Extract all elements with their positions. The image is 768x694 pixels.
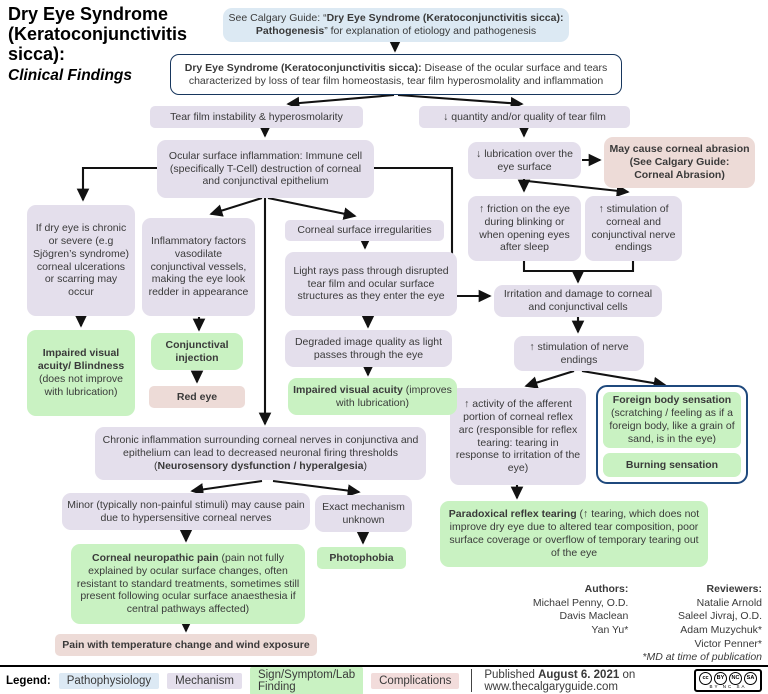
node-pain-temperature-wind (55, 634, 317, 656)
cc-license-icons (699, 672, 757, 685)
node-photophobia (317, 547, 406, 569)
node-conjunctival-injection (151, 333, 243, 370)
node-text: Paradoxical reflex tearing (↑ tearing, which does not improve dry eye due to altered tear composition, poor surface coverage or overflow of temporary tearing out of the eye (448, 508, 700, 559)
node-text: Minor (typically non-painful stimuli) may cause pain due to hypersensitive corneal nerves (67, 498, 305, 524)
node-text: Burning sensation (625, 458, 719, 471)
node-decreased-tear-quantity (419, 106, 630, 128)
credits-authors (533, 583, 629, 665)
cc-icon: cc (699, 672, 712, 685)
node-text: See Calgary Guide: “Dry Eye Syndrome (Keratoconjunctivitis sicca): Pathogenesis” for explanation of etiology and pathogenesis (228, 12, 564, 37)
reviewers-label: Reviewers: (706, 583, 762, 595)
node-stimulation-of-nerve-endings (514, 336, 644, 371)
node-corneal-surface-irregularities (285, 220, 444, 241)
node-text: Ocular surface inflammation: Immune cell (specifically T-Cell) destruction of corneal and conjunctival epithelium (168, 149, 363, 188)
node-text: Corneal neuropathic pain (pain not fully explained by ocular surface changes, often resistant to standard treatments, sometimes still present following ocular surface anaesthesia if central pathways affected) (76, 552, 300, 616)
reviewer-name: Victor Penner* (694, 637, 762, 650)
node-text: Dry Eye Syndrome (Keratoconjunctivitis sicca): Disease of the ocular surface and tears characterized by loss of tear film homeostasis, tear film hyperosmolality and inflammation (184, 61, 608, 87)
author-name: Davis Maclean (559, 610, 629, 623)
reviewer-name: Adam Muzychuk* (680, 623, 762, 636)
node-irritation-damage-cells (494, 285, 662, 317)
author-name: Michael Penny, O.D. (532, 596, 629, 609)
sensation-group (596, 385, 748, 484)
node-afferent-reflex-arc (450, 388, 586, 485)
legend-item-mechanism: Mechanism (167, 673, 242, 689)
node-text: Impaired visual acuity (improves with lubrication) (293, 383, 452, 409)
node-text: ↓ quantity and/or quality of tear film (443, 110, 606, 123)
legend-item-pathophysiology: Pathophysiology (59, 673, 159, 689)
node-chronic-severe-dry-eye (27, 205, 135, 316)
node-degraded-image-quality (285, 330, 452, 367)
legend-bar (0, 665, 768, 694)
node-text: Tear film instability & hyperosmolarity (170, 110, 343, 123)
node-see-calgary-guide (223, 8, 569, 42)
node-text: Red eye (176, 390, 218, 403)
node-light-rays-disrupted (285, 252, 457, 316)
credits (533, 583, 762, 665)
node-decreased-lubrication (468, 142, 581, 179)
node-text: Inflammatory factors vasodilate conjunctival vessels, making the eye look redder in appearance (148, 235, 249, 299)
cc-nc-icon: NC (729, 672, 742, 685)
node-red-eye (149, 386, 245, 408)
node-text: Foreign body sensation (scratching / feeling as if a foreign body, like a grain of sand, is in the eye) (609, 394, 735, 445)
node-text: Light rays pass through disrupted tear film and ocular surface structures as they enter the eye (293, 264, 449, 303)
published-text: Published August 6. 2021 on www.thecalgaryguide.com (484, 668, 636, 693)
node-text: ↑ activity of the afferent portion of corneal reflex arc (responsible for reflex tearing: tearing in response to irritation of the eye) (455, 398, 581, 475)
node-text: If dry eye is chronic or severe (e.g Sjögren’s syndrome) corneal ulcerations or scarring may occur (32, 222, 130, 299)
node-text: Exact mechanism unknown (322, 500, 405, 526)
page-title-subtitle: Clinical Findings (8, 67, 133, 85)
node-chronic-inflammation-thresholds (95, 427, 426, 480)
node-text: ↑ friction on the eye during blinking or when opening eyes after sleep (478, 202, 571, 254)
authors-label: Authors: (584, 583, 629, 595)
node-text: Irritation and damage to corneal and conjunctival cells (503, 288, 653, 313)
node-stimulation-nerve-endings-corneal (585, 196, 682, 261)
node-text: Pain with temperature change and wind exposure (62, 638, 310, 651)
node-friction-on-eye (468, 196, 581, 261)
node-text: Photophobia (329, 551, 394, 564)
node-exact-mechanism-unknown (315, 495, 412, 532)
node-corneal-abrasion (604, 137, 755, 188)
legend-item-sign-symptom: Sign/Symptom/Lab Finding (250, 667, 363, 694)
credits-reviewers (642, 583, 762, 665)
author-name: Yan Yu* (591, 623, 629, 636)
node-text: ↓ lubrication over the eye surface (476, 147, 573, 173)
node-foreign-body-sensation (603, 392, 741, 448)
node-text: Degraded image quality as light passes through the eye (294, 335, 443, 361)
node-text: Conjunctival injection (165, 338, 229, 364)
node-text: ↑ stimulation of nerve endings (529, 340, 629, 366)
node-text: Corneal surface irregularities (297, 224, 432, 237)
cc-license-text: BY NC SA (709, 683, 747, 689)
cc-sa-icon: SA (744, 672, 757, 685)
md-footnote: *MD at time of publication (642, 651, 762, 664)
node-minor-stimuli-pain (62, 493, 310, 530)
divider (471, 669, 472, 692)
node-burning-sensation (603, 453, 741, 477)
node-impaired-acuity-blindness (27, 330, 135, 416)
node-tear-film-instability (150, 106, 363, 128)
legend-item-complications: Complications (371, 673, 459, 689)
reviewer-name: Natalie Arnold (696, 596, 762, 609)
node-corneal-neuropathic-pain (71, 544, 305, 624)
page-title-main: Dry Eye Syndrome (Keratoconjunctivitis sicca): (8, 4, 188, 65)
reviewer-name: Saleel Jivraj, O.D. (677, 610, 762, 623)
node-text: Chronic inflammation surrounding corneal nerves in conjunctiva and epithelium can lead to decreased neuronal firing thresholds (Neurosensory dysfunction / hyperalgesia) (102, 434, 419, 472)
node-inflammatory-vasodilation (142, 218, 255, 316)
node-text: ↑ stimulation of corneal and conjunctival nerve endings (591, 202, 676, 254)
node-impaired-visual-acuity (288, 378, 457, 415)
node-text: Impaired visual acuity/ Blindness (does not improve with lubrication) (37, 347, 125, 398)
node-ocular-surface-inflammation (157, 140, 374, 198)
cc-license-badge (694, 669, 762, 693)
node-paradoxical-reflex-tearing (440, 501, 708, 567)
cc-by-icon: BY (714, 672, 727, 685)
node-text: May cause corneal abrasion (See Calgary Guide: Corneal Abrasion) (609, 143, 750, 181)
legend-label: Legend: (6, 674, 51, 687)
node-definition (170, 54, 622, 95)
